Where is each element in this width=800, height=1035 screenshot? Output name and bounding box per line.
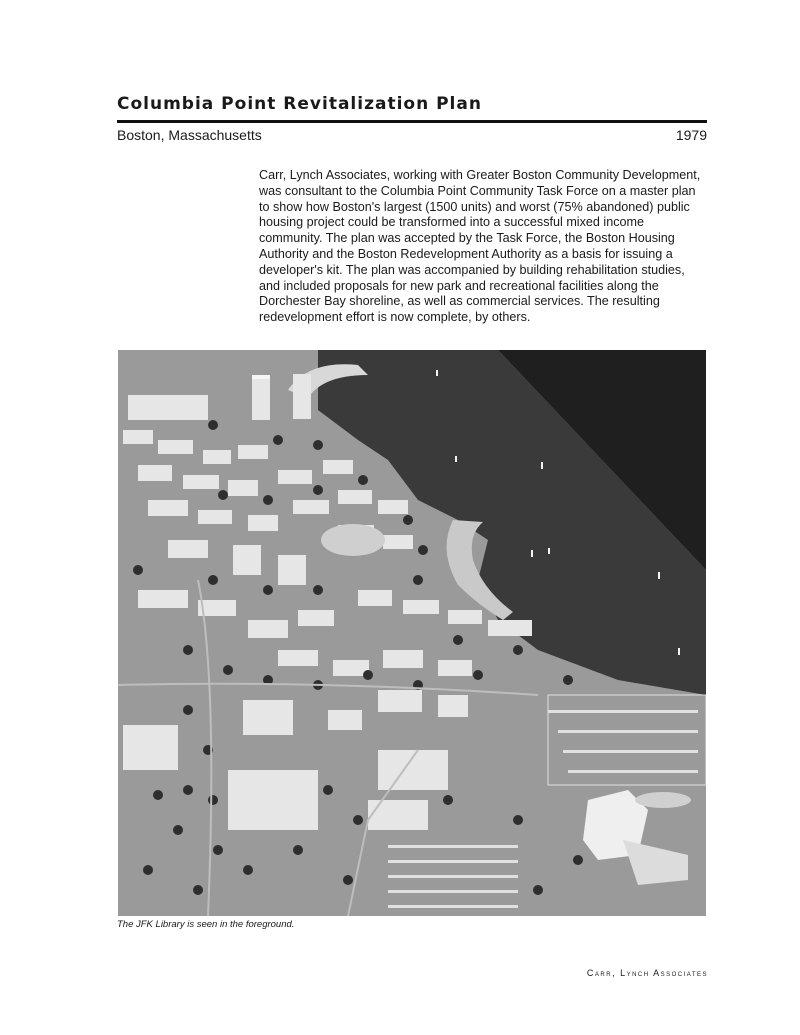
firm-footer: Carr, Lynch Associates bbox=[586, 968, 708, 978]
page-title: Columbia Point Revitalization Plan bbox=[117, 94, 482, 114]
site-model-photo bbox=[118, 350, 706, 916]
park-plaza bbox=[321, 524, 385, 556]
title-rule bbox=[117, 120, 707, 123]
photo-caption: The JFK Library is seen in the foreground. bbox=[117, 919, 295, 930]
project-year: 1979 bbox=[675, 127, 707, 143]
project-description: Carr, Lynch Associates, working with Greater Boston Community Development, was consultant to the Columbia Point Community Task Force on a master plan to show how Boston's largest (1500 units) and worst (75% abandoned) public housing project could be transformed into a successful mixed income community. The plan was accepted by the Task Force, the Boston Housing Authority and the Boston Redevelopment Authority as a basis for issuing a developer's kit. The plan was accompanied by building rehabilitation studies, and included proposals for new park and recreational facilities along the Dorchester Bay shoreline, as well as commercial services. The resulting redevelopment effort is now complete, by others. bbox=[259, 168, 701, 325]
project-location: Boston, Massachusetts bbox=[117, 127, 262, 143]
